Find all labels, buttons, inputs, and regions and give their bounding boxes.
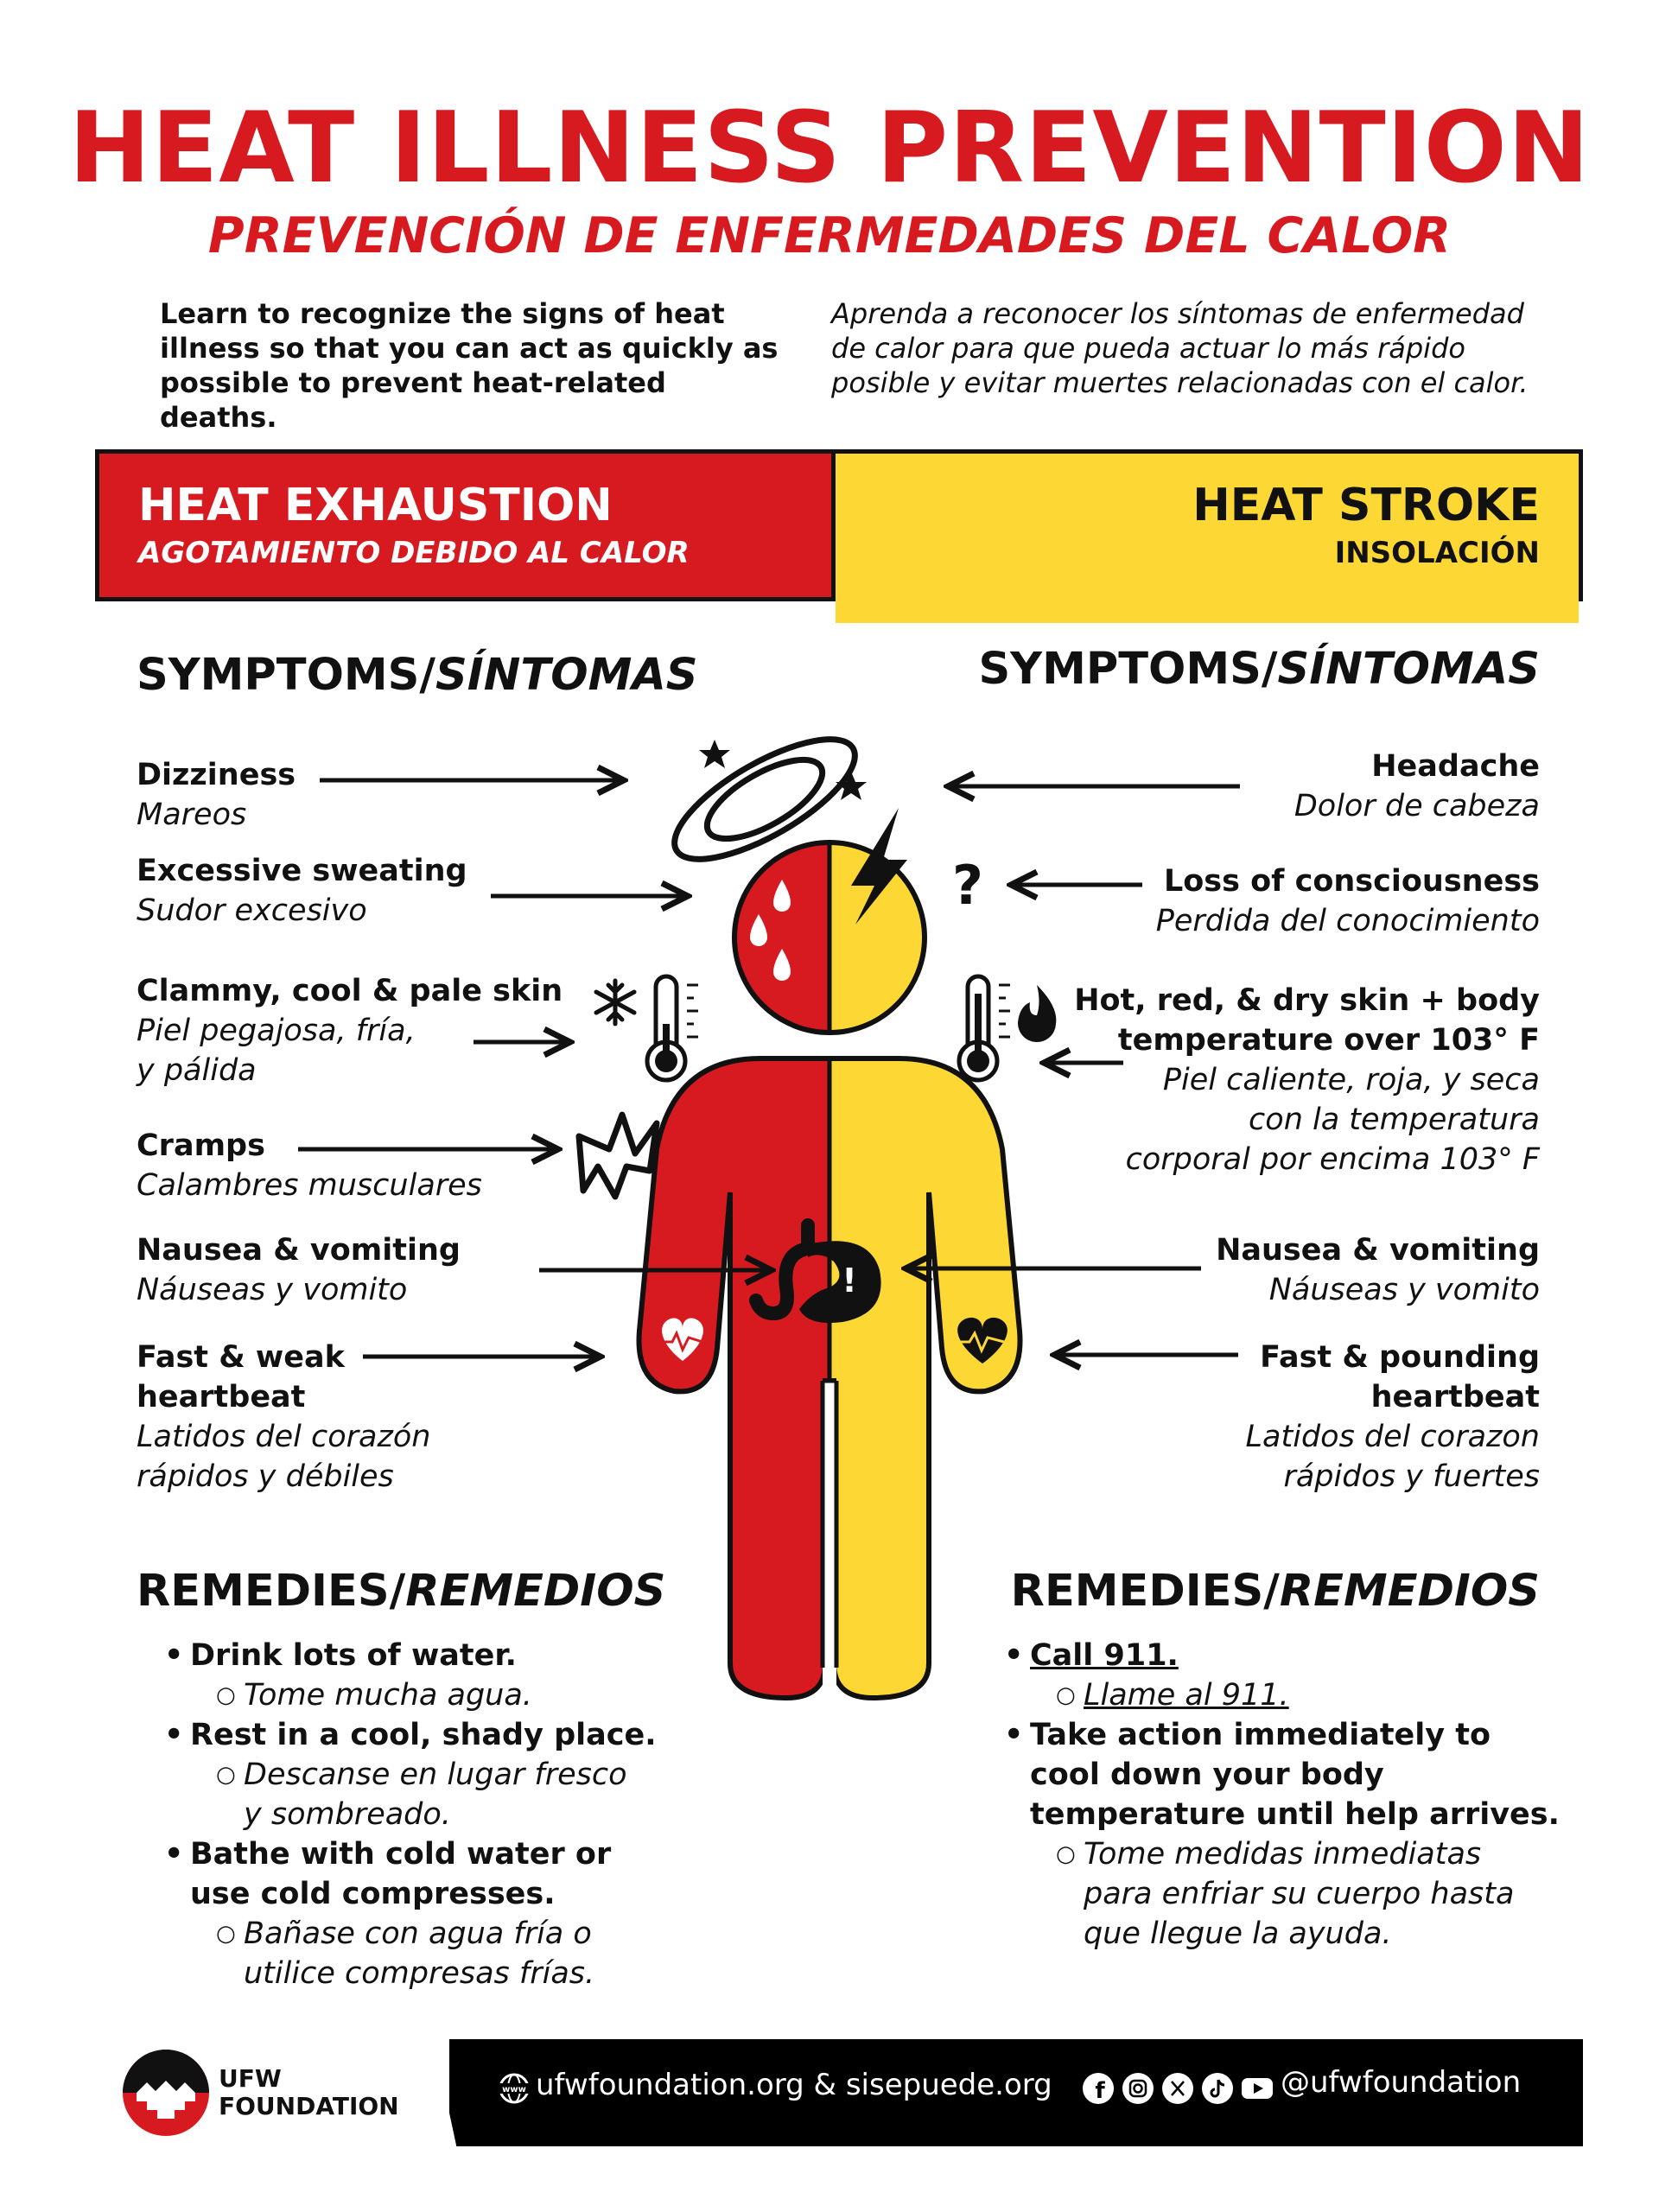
list-subitem: ○ Bañase con agua fría o: [216, 1916, 592, 1951]
remedy-es: Tome mucha agua.: [244, 1678, 532, 1713]
remedy-es: Tome medidas inmediatas: [1084, 1837, 1482, 1872]
symptom-es: Piel caliente, roja, y seca: [1162, 1063, 1540, 1097]
symptom-en: Nausea & vomiting: [1216, 1233, 1540, 1268]
page-subtitle: PREVENCIÓN DE ENFERMEDADES DEL CALOR: [207, 207, 1452, 264]
intro-en-line: illness so that you can act as quickly as: [160, 332, 779, 365]
cramp-burst-icon: [579, 1115, 657, 1197]
svg-text:www: www: [502, 2085, 526, 2094]
ufw-logo-icon: [121, 2048, 211, 2138]
heat-exhaustion-title: HEAT EXHAUSTION: [138, 480, 613, 531]
symptom-en: temperature over 103° F: [1117, 1023, 1540, 1058]
intro-es-line: Aprenda a reconocer los síntomas de enfermedad: [831, 297, 1524, 330]
intro-en-line: possible to prevent heat-related deaths.: [160, 366, 666, 434]
facebook-icon[interactable]: [1082, 2072, 1115, 2105]
youtube-icon[interactable]: [1241, 2072, 1274, 2105]
heading-es: REMEDIOS: [1279, 1566, 1540, 1617]
page-title: HEAT ILLNESS PREVENTION: [68, 91, 1591, 205]
remedy-es: Descanse en lugar fresco: [244, 1758, 627, 1792]
heat-stroke-subtitle: INSOLACIÓN: [1334, 536, 1540, 570]
heat-exhaustion-subtitle: AGOTAMIENTO DEBIDO AL CALOR: [138, 536, 690, 570]
remedy-es: utilice compresas frías.: [244, 1956, 595, 1991]
symptom-en: Fast & weak: [137, 1340, 345, 1375]
list-subitem: ○ Llame al 911.: [1056, 1678, 1289, 1713]
footer-social-handle[interactable]: @ufwfoundation: [1281, 2065, 1522, 2100]
remedy-en: Rest in a cool, shady place.: [190, 1718, 657, 1752]
stroke-remedies-heading: [1011, 1566, 1540, 1617]
symptom-es: Calambres musculares: [137, 1168, 482, 1203]
intro-en-line: Learn to recognize the signs of heat: [160, 297, 725, 330]
snowflake-icon: [596, 981, 634, 1024]
tiktok-icon[interactable]: [1201, 2072, 1234, 2105]
footer-website-link[interactable]: ufwfoundation.org & sisepuede.org: [536, 2068, 1052, 2102]
heading-en: REMEDIES/: [1010, 1566, 1280, 1617]
flame-icon: [1018, 985, 1056, 1042]
remedy-en: Bathe with cold water or: [190, 1837, 612, 1872]
x-icon[interactable]: [1161, 2072, 1194, 2105]
list-subitem-cont: [1084, 1874, 1560, 1914]
logo-line: FOUNDATION: [219, 2092, 399, 2120]
symptom-en: heartbeat: [1370, 1380, 1540, 1414]
remedy-en: cool down your body: [1030, 1758, 1384, 1792]
symptom-en: Loss of consciousness: [1163, 864, 1540, 899]
list-item: • Take action immediately to: [1004, 1718, 1491, 1752]
remedy-en: use cold compresses.: [190, 1877, 556, 1911]
remedy-en: temperature until help arrives.: [1030, 1797, 1560, 1832]
symptom-es: con la temperatura: [1249, 1103, 1540, 1137]
svg-text:f: f: [1095, 2078, 1105, 2104]
heading-es: SÍNTOMAS: [435, 650, 698, 701]
heading-en: SYMPTOMS/: [137, 650, 436, 701]
call-911-link[interactable]: Call 911.: [1030, 1638, 1179, 1673]
ufw-foundation-wordmark: [219, 2065, 399, 2120]
heading-en: SYMPTOMS/: [978, 644, 1278, 695]
remedy-en: Drink lots of water.: [190, 1638, 517, 1673]
body-figure: [639, 1058, 1020, 1700]
list-item-cont: [190, 1874, 657, 1914]
question-mark-icon: ?: [952, 854, 983, 917]
symptom-es: Dolor de cabeza: [1294, 789, 1540, 823]
list-subitem-cont: [244, 1954, 657, 1993]
list-subitem: ○ Tome mucha agua.: [216, 1678, 532, 1713]
symptom-en: Clammy, cool & pale skin: [137, 974, 563, 1008]
thermometer-cold-icon: [647, 976, 698, 1080]
arrows-left: [298, 780, 772, 1357]
symptom-es: Latidos del corazón: [137, 1420, 431, 1454]
list-item: • Rest in a cool, shady place.: [164, 1718, 657, 1752]
heading-es: REMEDIOS: [405, 1566, 666, 1617]
star-icon: [699, 740, 730, 768]
list-item: • Drink lots of water.: [164, 1638, 517, 1673]
list-subitem-cont: [244, 1795, 657, 1834]
symptom-en: heartbeat: [137, 1380, 306, 1414]
symptom-es: y pálida: [137, 1053, 257, 1088]
symptom-en: Headache: [1371, 749, 1540, 784]
list-subitem: ○ Tome medidas inmediatas: [1056, 1837, 1482, 1872]
symptom-en: Dizziness: [137, 758, 296, 792]
remedy-en: Take action immediately to: [1030, 1718, 1491, 1752]
symptom-en: Nausea & vomiting: [137, 1233, 461, 1268]
globe-www-icon: [498, 2072, 531, 2105]
symptom-es: Náuseas y vomito: [137, 1273, 408, 1307]
llame-911-link[interactable]: Llame al 911.: [1084, 1678, 1289, 1713]
social-icons: [1082, 2072, 1274, 2105]
list-item: • Bathe with cold water or: [164, 1837, 612, 1872]
heading-es: SÍNTOMAS: [1277, 644, 1540, 695]
symptom-es: Sudor excesivo: [137, 893, 367, 928]
list-subitem: ○ Descanse en lugar fresco: [216, 1758, 627, 1792]
exhaustion-remedies-list: [164, 1636, 657, 1993]
remedy-es: para enfriar su cuerpo hasta: [1084, 1877, 1515, 1911]
symptom-es: rápidos y débiles: [137, 1459, 394, 1494]
symptom-en: Cramps: [137, 1128, 265, 1163]
heat-stroke-title: HEAT STROKE: [1192, 480, 1540, 531]
instagram-icon[interactable]: [1122, 2072, 1154, 2105]
remedy-es: que llegue la ayuda.: [1084, 1916, 1392, 1951]
symptom-es: Piel pegajosa, fría,: [137, 1014, 416, 1048]
list-item-cont: [1030, 1795, 1560, 1834]
thermometer-hot-icon: [959, 976, 1010, 1080]
exhaustion-remedies-heading: [137, 1566, 665, 1617]
symptom-es: Mareos: [137, 798, 247, 832]
symptom-es: corporal por encima 103° F: [1125, 1142, 1540, 1177]
intro-es-line: de calor para que pueda actuar lo más rápido: [831, 332, 1465, 365]
remedy-es: y sombreado.: [244, 1797, 451, 1832]
symptom-es: rápidos y fuertes: [1283, 1459, 1540, 1494]
heading-en: REMEDIES/: [137, 1566, 406, 1617]
symptom-es: Perdida del conocimiento: [1155, 904, 1540, 938]
intro-es-line: posible y evitar muertes relacionadas con el calor.: [831, 366, 1529, 399]
symptom-es: Náuseas y vomito: [1268, 1273, 1540, 1307]
remedy-es: Bañase con agua fría o: [244, 1916, 592, 1951]
list-item: • Call 911.: [1004, 1638, 1179, 1673]
symptom-es: Latidos del corazon: [1245, 1420, 1540, 1454]
symptom-en: Excessive sweating: [137, 854, 467, 888]
logo-line: UFW: [219, 2064, 282, 2093]
symptom-en: Fast & pounding: [1260, 1340, 1540, 1375]
svg-text:!: !: [842, 1262, 857, 1300]
stroke-remedies-list: [1004, 1636, 1560, 1954]
symptom-en: Hot, red, & dry skin + body: [1074, 983, 1540, 1018]
list-subitem-cont: [1084, 1914, 1560, 1954]
list-item-cont: [1030, 1755, 1560, 1795]
